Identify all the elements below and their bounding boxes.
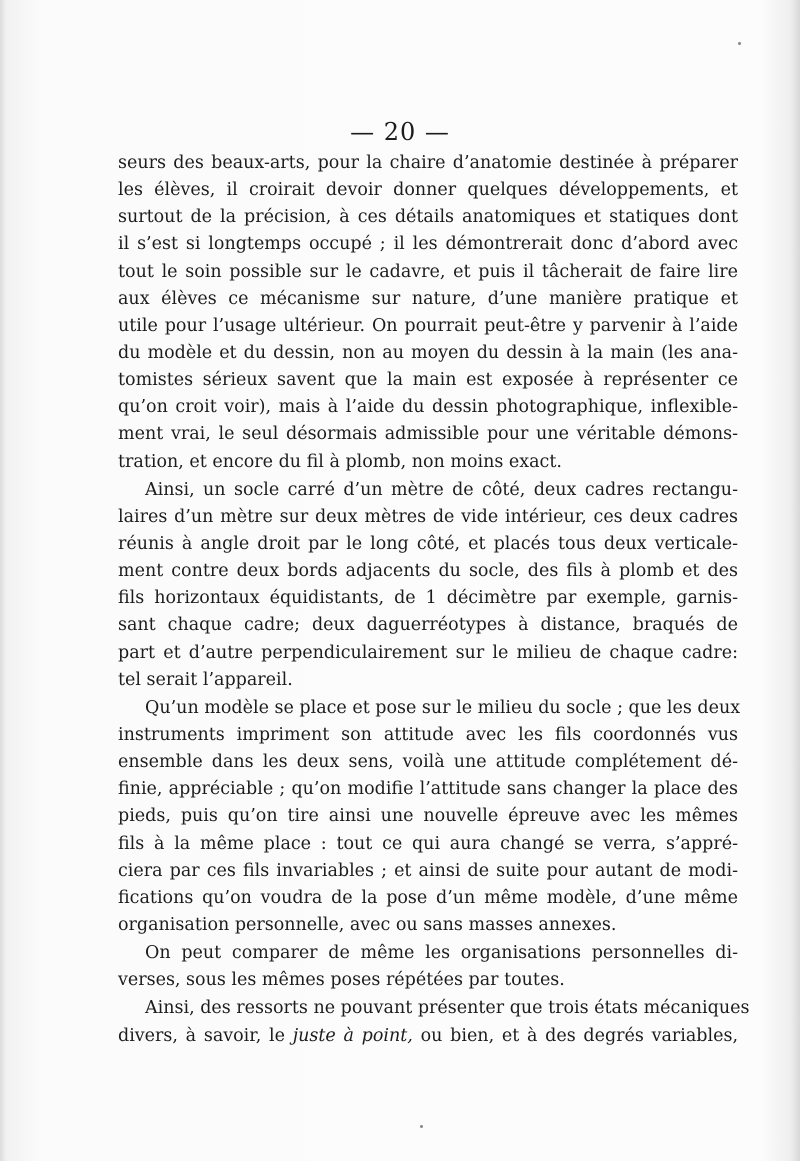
- page-number: — 20 —: [350, 118, 450, 146]
- text-line: verses, sous les mêmes poses répétées par toutes.: [118, 970, 565, 991]
- text-line: aux élèves ce mécanisme sur nature, d’une manière pratique et: [118, 288, 738, 309]
- text-line: ciera par ces fils invariables ; et ainsi de suite pour autant de modi-: [118, 860, 738, 881]
- text-line: utile pour l’usage ultérieur. On pourrait peut-être y parvenir à l’aide: [118, 315, 738, 336]
- text-line: finie, appréciable ; qu’on modifie l’attitude sans changer la place des: [118, 779, 738, 800]
- text-line: tel serait l’appareil.: [118, 669, 293, 690]
- paragraph-2: [118, 477, 738, 694]
- text-line: On peut comparer de même les organisations personnelles di-: [145, 943, 738, 964]
- text-line: tout le soin possible sur le cadavre, et puis il tâcherait de faire lire: [118, 261, 738, 282]
- paragraph-1: [118, 150, 738, 476]
- paper-speck: [738, 42, 741, 45]
- text-run: divers, à savoir, le: [118, 1025, 293, 1046]
- text-line: pieds, puis qu’on tire ainsi une nouvelle épreuve avec les mêmes: [118, 806, 738, 827]
- text-line: organisation personnelle, avec ou sans masses annexes.: [118, 914, 617, 935]
- text-run: ou bien, et à des degrés variables,: [412, 1025, 739, 1046]
- text-line: fils horizontaux équidistants, de 1 décimètre par exemple, garnis-: [118, 588, 738, 609]
- text-line: seurs des beaux-arts, pour la chaire d’anatomie destinée à préparer: [118, 153, 738, 173]
- paragraph-4: [118, 940, 738, 994]
- text-line: surtout de la précision, à ces détails anatomiques et statiques dont: [118, 207, 738, 228]
- text-line: qu’on croit voir), mais à l’aide du dessin photographique, inflexible-: [118, 397, 738, 418]
- text-line: fils à la même place : tout ce qui aura changé se verra, s’appré-: [118, 833, 738, 854]
- paragraph-5: [118, 995, 750, 1049]
- text-line: réunis à angle droit par le long côté, et placés tous deux verticale-: [118, 533, 738, 554]
- text-line: il s’est si longtemps occupé ; il les démontrerait donc d’abord avec: [118, 234, 738, 255]
- text-line: instruments impriment son attitude avec les fils coordonnés vus: [118, 724, 738, 745]
- text-line: sant chaque cadre; deux daguerréotypes à distance, braqués de: [118, 615, 738, 636]
- text-line: les élèves, il croirait devoir donner quelques développements, et: [118, 180, 738, 201]
- text-line: Ainsi, un socle carré d’un mètre de côté, deux cadres rectangu-: [145, 479, 738, 500]
- text-line: ensemble dans les deux sens, voilà une attitude complétement dé-: [118, 752, 738, 773]
- paragraph-3: [118, 695, 741, 939]
- body-text: [118, 150, 750, 1050]
- text-line: du modèle et du dessin, non au moyen du dessin à la main (les ana-: [118, 342, 738, 363]
- paper-speck: [420, 1125, 423, 1128]
- text-line: tration, et encore du fil à plomb, non moins exact.: [118, 451, 562, 472]
- text-line: [118, 1023, 738, 1050]
- text-line: part et d’autre perpendiculairement sur le milieu de chaque cadre:: [118, 642, 738, 663]
- text-line: Ainsi, des ressorts ne pouvant présenter que trois états mécaniques: [145, 998, 750, 1019]
- text-line: Qu’un modèle se place et pose sur le milieu du socle ; que les deux: [145, 697, 741, 718]
- text-line: fications qu’on voudra de la pose d’un même modèle, d’une même: [118, 887, 738, 908]
- text-line: tomistes sérieux savent que la main est exposée à représenter ce: [118, 370, 738, 391]
- text-line: ment contre deux bords adjacents du socle, des fils à plomb et des: [118, 561, 738, 582]
- text-line: ment vrai, le seul désormais admissible pour une véritable démons-: [118, 424, 738, 445]
- italic-phrase: juste à point,: [292, 1025, 413, 1046]
- text-line: laires d’un mètre sur deux mètres de vide intérieur, ces deux cadres: [118, 506, 738, 527]
